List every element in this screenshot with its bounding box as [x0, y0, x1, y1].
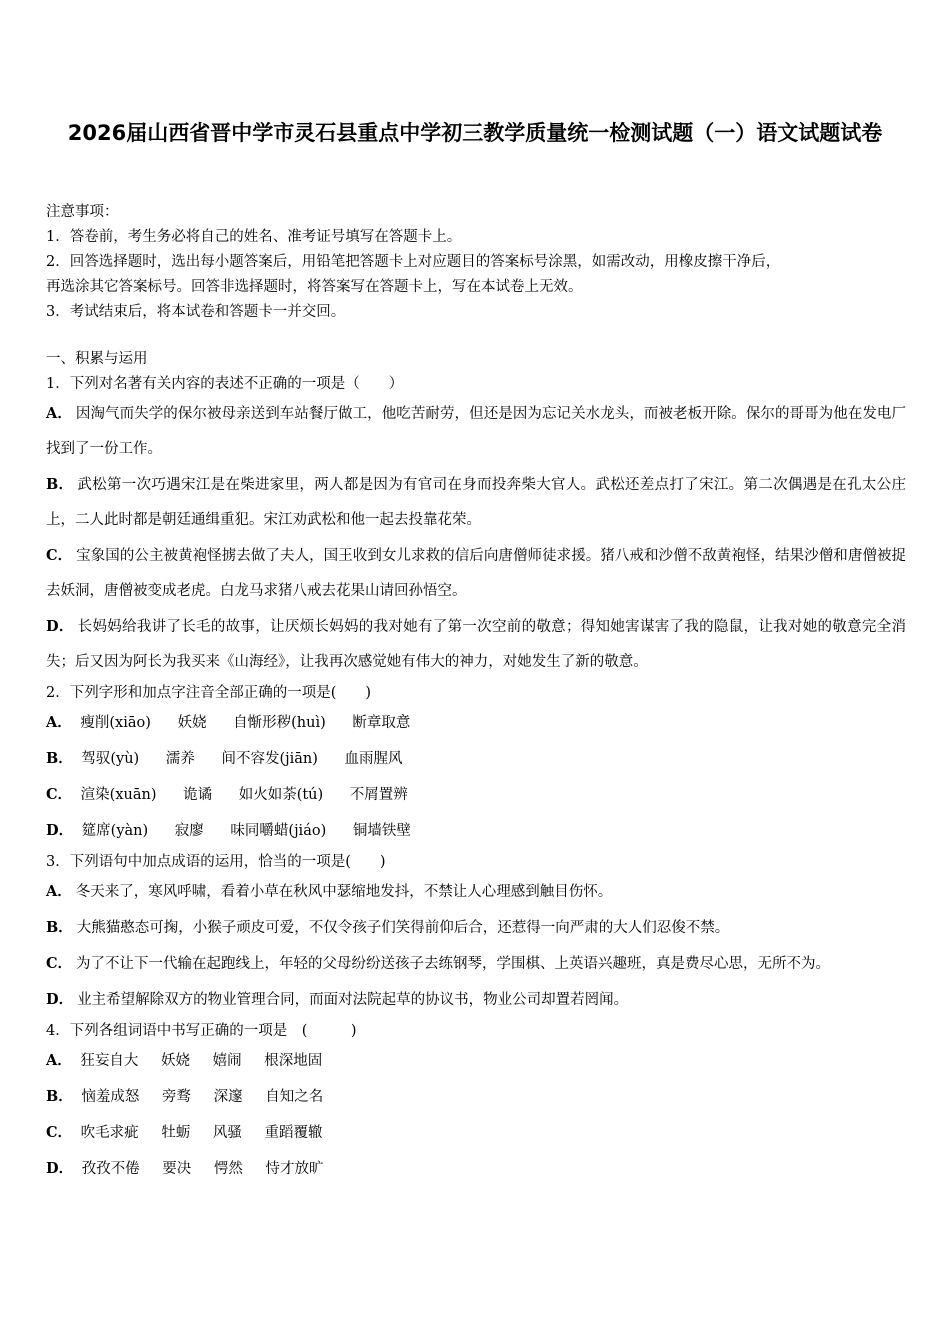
answer-option [46, 813, 906, 849]
option-word: 妖娆 [160, 1053, 190, 1069]
option-word: 瘦削(xiāo) [80, 715, 151, 731]
option-word: 断章取意 [352, 715, 411, 731]
option-label: C． [46, 786, 73, 803]
option-text: 因淘气而失学的保尔被母亲送到车站餐厅做工，他吃苦耐劳，但还是因为忘记关水龙头，而被老板开除。保尔的哥哥为他在发电厂找到了一份工作。 [46, 406, 906, 457]
option-word: 筵席(yàn) [81, 823, 149, 839]
option-word: 渲染(xuān) [80, 787, 157, 803]
option-text: 长妈妈给我讲了长毛的故事，让厌烦长妈妈的我对她有了第一次空前的敬意；得知她害谋害了我的隐鼠，让我对她的敬意完全消失；后又因为阿长为我买来《山海经》，让我再次感觉她有伟大的神力，对她发生了新的敬意。 [46, 619, 906, 670]
answer-option [46, 1115, 906, 1151]
document-body [46, 200, 906, 1187]
option-word: 间不容发(jiān) [221, 751, 318, 767]
answer-option [46, 946, 906, 982]
option-label: C． [46, 955, 73, 972]
option-label: B． [46, 1088, 73, 1105]
question-stem: 2．下列字形和加点字注音全部正确的一项是( ) [46, 685, 372, 701]
option-label: B． [46, 750, 73, 767]
option-word: 恃才放旷 [265, 1161, 324, 1177]
option-word: 濡养 [165, 751, 195, 767]
option-word: 自知之名 [265, 1089, 324, 1105]
option-word: 牡蛎 [161, 1125, 191, 1141]
option-word: 驾驭(yù) [81, 751, 140, 767]
option-label: A． [46, 1052, 72, 1069]
option-label: B． [46, 476, 74, 493]
answer-option [46, 1079, 906, 1115]
notice-item: 2．回答选择题时，选出每小题答案后，用铅笔把答题卡上对应题目的答案标号涂黑，如需改动，用橡皮擦干净后， [46, 254, 781, 270]
answer-option [46, 874, 906, 910]
option-word: 铜墙铁壁 [352, 823, 411, 839]
option-word: 重蹈覆辙 [264, 1125, 323, 1141]
option-text: 大熊猫憨态可掬，小猴子顽皮可爱，不仅令孩子们笑得前仰后合，还惹得一向严肃的大人们忍俊不禁。 [76, 920, 730, 936]
answer-option [46, 467, 906, 538]
option-word: 嬉闹 [212, 1053, 242, 1069]
option-label: C． [46, 1124, 73, 1141]
question-stem: 1．下列对名著有关内容的表述不正确的一项是（ ） [46, 376, 404, 392]
exam-title: 2026届山西省晋中学市灵石县重点中学初三教学质量统一检测试题（一）语文试题试卷 [67, 121, 883, 145]
option-word: 诡谲 [183, 787, 213, 803]
notice-item: 3．考试结束后，将本试卷和答题卡一并交回。 [46, 304, 346, 320]
answer-option [46, 777, 906, 813]
option-word: 孜孜不倦 [81, 1161, 140, 1177]
question-stem: 4．下列各组词语中书写正确的一项是 ( ) [46, 1023, 357, 1039]
option-word: 风骚 [212, 1125, 242, 1141]
answer-option [46, 705, 906, 741]
option-word: 恼羞成怒 [81, 1089, 140, 1105]
option-word: 深邃 [213, 1089, 243, 1105]
option-text: 冬天来了，寒风呼啸，看着小草在秋风中瑟缩地发抖，不禁让人心理感到触目伤怀。 [75, 884, 613, 900]
option-label: B． [46, 919, 73, 936]
section-heading: 一、积累与运用 [46, 351, 148, 367]
option-label: D． [46, 618, 74, 635]
option-word: 妖娆 [177, 715, 207, 731]
option-label: A． [46, 405, 72, 422]
answer-option [46, 396, 906, 467]
answer-option [46, 910, 906, 946]
option-text: 武松第一次巧遇宋江是在柴进家里，两人都是因为有官司在身而投奔柴大官人。武松还差点打了宋江。第二次偶遇是在孔太公庄上，二人此时都是朝廷通缉重犯。宋江劝武松和他一起去投靠花荣。 [46, 477, 906, 528]
question-stem: 3．下列语句中加点成语的运用，恰当的一项是( ) [46, 854, 386, 870]
option-text: 宝象国的公主被黄袍怪掳去做了夫人，国王收到女儿求救的信后向唐僧师徒求援。猪八戒和沙僧不敌黄袍怪，结果沙僧和唐僧被捉去妖洞，唐僧被变成老虎。白龙马求猪八戒去花果山请回孙悟空。 [46, 548, 907, 599]
option-word: 自惭形秽(huì) [233, 715, 326, 731]
notice-item: 1．答卷前，考生务必将自己的姓名、准考证号填写在答题卡上。 [46, 229, 462, 245]
option-label: A． [46, 883, 72, 900]
option-word: 旁骛 [161, 1089, 191, 1105]
option-word: 寂廖 [174, 823, 204, 839]
answer-option [46, 741, 906, 777]
option-word: 狂妄自大 [80, 1053, 139, 1069]
option-word: 根深地固 [264, 1053, 323, 1069]
option-word: 如火如荼(tú) [238, 787, 324, 803]
notice-block [46, 200, 906, 325]
option-word: 愕然 [213, 1161, 243, 1177]
option-word: 要决 [162, 1161, 192, 1177]
answer-option [46, 1043, 906, 1079]
answer-option [46, 982, 906, 1018]
option-text: 为了不让下一代输在起跑线上，年轻的父母纷纷送孩子去练钢琴，学围棋、上英语兴趣班，真是费尽心思，无所不为。 [76, 956, 831, 972]
notice-item: 再选涂其它答案标号。回答非选择题时，将答案写在答题卡上，写在本试卷上无效。 [46, 279, 583, 295]
notice-heading: 注意事项： [46, 204, 119, 220]
option-text: 业主希望解除双方的物业管理合同，而面对法院起草的协议书，物业公司却置若罔闻。 [77, 992, 629, 1008]
answer-option [46, 538, 906, 609]
option-word: 血雨腥风 [344, 751, 403, 767]
answer-option [46, 609, 906, 680]
option-label: D． [46, 822, 74, 839]
option-word: 不屑置辨 [349, 787, 408, 803]
option-label: D． [46, 1160, 74, 1177]
answer-option [46, 1151, 906, 1187]
option-label: C． [46, 547, 73, 564]
option-word: 味同嚼蜡(jiáo) [230, 823, 327, 839]
option-label: D． [46, 991, 74, 1008]
option-label: A． [46, 714, 72, 731]
option-word: 吹毛求疵 [80, 1125, 139, 1141]
